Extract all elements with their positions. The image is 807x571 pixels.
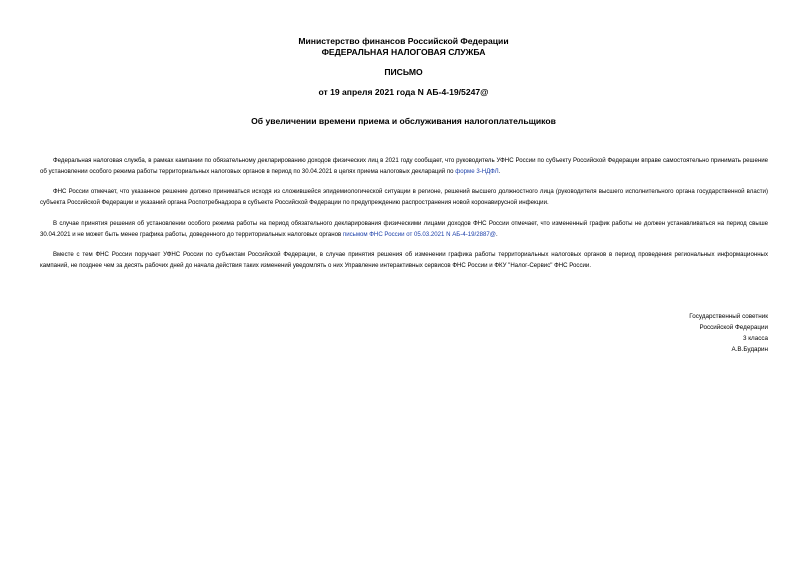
referenced-letter-link[interactable]: письмом ФНС России от 05.03.2021 N АБ-4-19/2887@: [342, 231, 496, 238]
signer-title-line-3: 3 класса: [742, 335, 768, 342]
paragraph-1-end: .: [498, 168, 501, 175]
paragraph-3-text: В случае принятия решения об установлении особого режима работы на период обязательного декларирования физическими лицами доходов ФНС России отмечает, что измененный график работы не должен устанавливаться на период свыше 30.04.2021 и не может быть менее графика работы, доведенного до территориальных налоговых органов: [40, 220, 768, 238]
document-subject: Об увеличении времени приема и обслуживания налогоплательщиков: [251, 116, 556, 126]
paragraph-4: [40, 249, 768, 271]
paragraph-4-text: Вместе с тем ФНС России поручает УФНС России по субъектам Российской Федерации, в случае принятия решения об изменении графика работы территориальных налоговых органов в период проведения региональных информационных кампаний, не позднее чем за десять рабочих дней до начала действия таких изменений уведомлять о них Управление интерактивных сервисов ФНС России и ФКУ "Налог-Сервис" ФНС России.: [40, 251, 768, 269]
paragraph-2: [40, 186, 768, 208]
signer-title-line-2: Российской Федерации: [699, 324, 768, 331]
document-type: ПИСЬМО: [384, 67, 423, 77]
paragraph-3-end: .: [495, 231, 498, 238]
paragraph-1: [40, 155, 768, 177]
ministry-name: Министерство финансов Российской Федерации: [298, 36, 509, 46]
signer-title-line-1: Государственный советник: [689, 313, 768, 320]
paragraph-1-text: Федеральная налоговая служба, в рамках кампании по обязательному декларированию доходов физических лиц в 2021 году сообщает, что руководитель УФНС России по субъекту Российской Федерации вправе самостоятельно принимать решение об установлении особого режима работы территориальных налоговых органов в период по 30.04.2021 в целях приема налоговых деклараций по: [40, 157, 768, 175]
paragraph-2-text: ФНС России отмечает, что указанное решение должно приниматься исходя из сложившейся эпидемиологической ситуации в регионе, решений высшего должностного лица (руководителя высшего исполнительного органа государственной власти) субъекта Российской Федерации и указаний органа Роспотребнадзора в субъекте Российской Федерации по предупреждению распространения новой коронавирусной инфекции.: [40, 188, 768, 206]
signature-block: [689, 311, 768, 355]
document-number: от 19 апреля 2021 года N АБ-4-19/5247@: [318, 87, 489, 97]
signer-name: А.В.Бударин: [731, 346, 768, 353]
paragraph-3: [40, 218, 768, 240]
service-name: ФЕДЕРАЛЬНАЯ НАЛОГОВАЯ СЛУЖБА: [321, 47, 486, 57]
document-header: [0, 36, 807, 58]
form-3ndfl-link[interactable]: форме 3-НДФЛ: [455, 168, 499, 175]
